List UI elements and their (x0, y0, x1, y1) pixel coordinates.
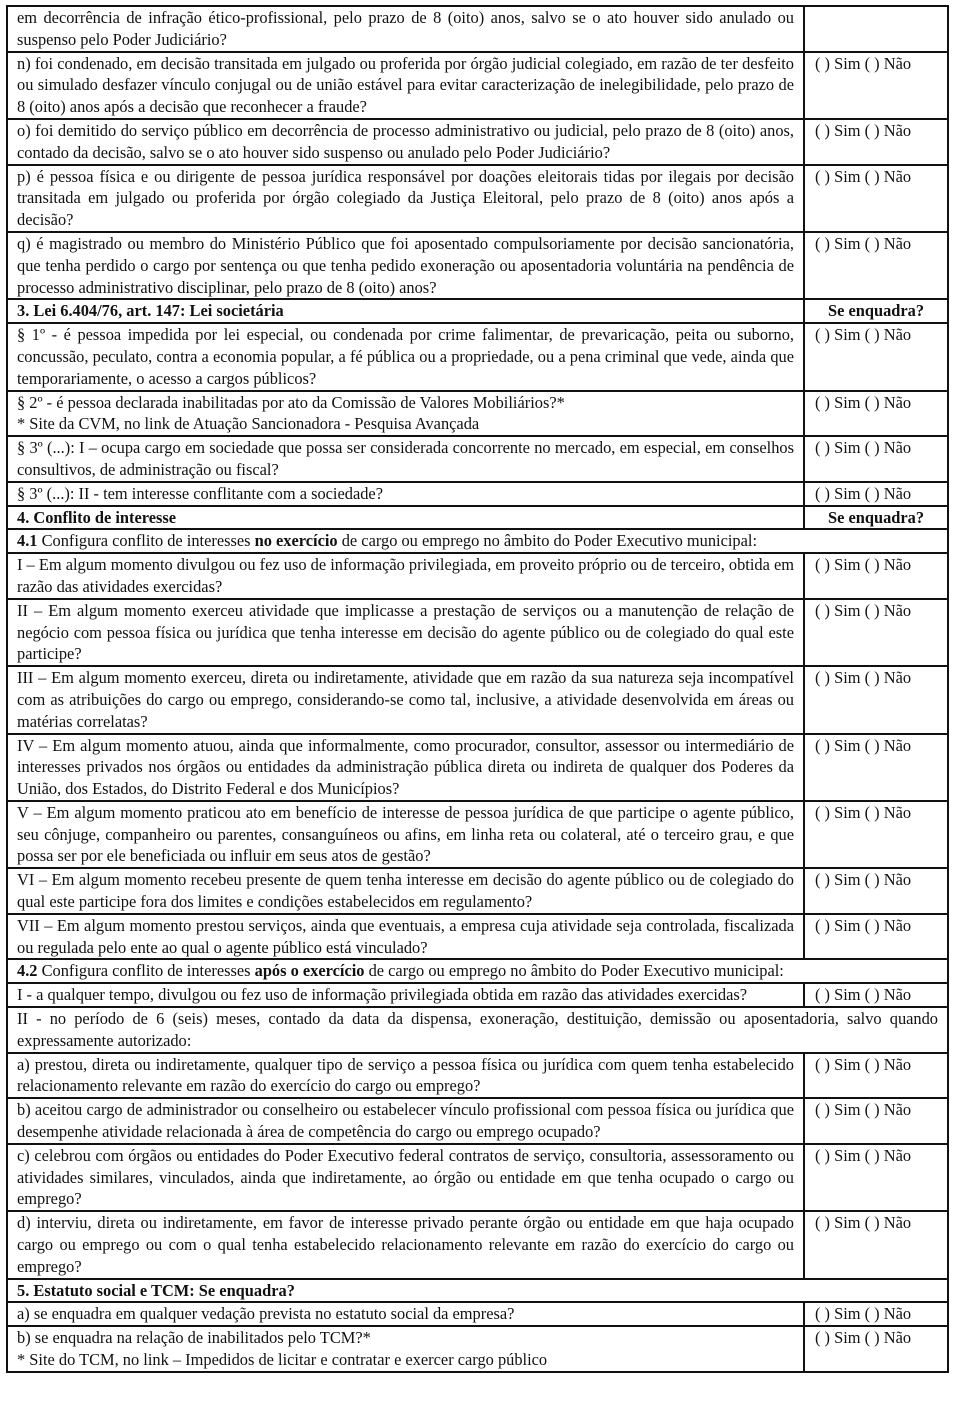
table-row (7, 232, 948, 299)
table-row (7, 6, 948, 52)
subsection-text-pre: Configura conflito de interesses (37, 961, 255, 981)
question-text: p) é pessoa física e ou dirigente de pessoa jurídica responsável por doações eleitorais tidas por ilegais por decisão transitada em julgado ou proferida por órgão colegiado da Justiça Eleitoral, pelo prazo de 8 (oito) anos após a decisão? (7, 165, 804, 232)
subsection-text-post: de cargo ou emprego no âmbito do Poder Executivo municipal: (364, 961, 784, 981)
question-cell (7, 391, 804, 437)
section-4-answer-header: Se enquadra? (804, 506, 948, 530)
table-row (7, 323, 948, 390)
subsection-emphasis: após o exercício (254, 961, 365, 981)
subsection-number: 4.2 (17, 961, 38, 981)
yes-no-options[interactable]: ( ) Sim ( ) Não (804, 553, 948, 599)
question-text: a) se enquadra em qualquer vedação prevista no estatuto social da empresa? (7, 1302, 804, 1326)
table-row (7, 666, 948, 733)
yes-no-options[interactable]: ( ) Sim ( ) Não (804, 914, 948, 960)
table-row (7, 553, 948, 599)
subsection-text-pre: Configura conflito de interesses (37, 531, 255, 551)
subsection-number: 4.1 (17, 531, 38, 551)
question-text: a) prestou, direta ou indiretamente, qualquer tipo de serviço a pessoa física ou jurídica com quem tenha estabelecido relacionamento relevante em razão do exercício do cargo ou emprego? (7, 1053, 804, 1099)
table-row (7, 1326, 948, 1372)
yes-no-options[interactable]: ( ) Sim ( ) Não (804, 1053, 948, 1099)
question-text: em decorrência de infração ético-profissional, pelo prazo de 8 (oito) anos, salvo se o ato houver sido anulado ou suspenso pelo Poder Judiciário? (7, 6, 804, 52)
table-row (7, 1144, 948, 1211)
question-text: IV – Em algum momento atuou, ainda que informalmente, como procurador, consultor, assessor ou intermediário de interesses privados nos órgãos ou entidades da administração pública direta ou indireta de qualquer dos Poderes da União, dos Estados, do Distrito Federal e dos Municípios? (7, 734, 804, 801)
question-text: II – Em algum momento exerceu atividade que implicasse a prestação de serviços ou a manutenção de relação de negócio com pessoa física ou jurídica que tenha interesse em decisão do agente público ou de colegiado do qual este participe? (7, 599, 804, 666)
answer-cell-empty (804, 6, 948, 52)
yes-no-options[interactable]: ( ) Sim ( ) Não (804, 119, 948, 165)
question-text: c) celebrou com órgãos ou entidades do Poder Executivo federal contratos de serviço, consultoria, assessoramento ou atividades similares, vinculados, ainda que indiretamente, ao órgão ou entidade em que tenha ocupado o cargo ou emprego? (7, 1144, 804, 1211)
yes-no-options[interactable]: ( ) Sim ( ) Não (804, 323, 948, 390)
yes-no-options[interactable]: ( ) Sim ( ) Não (804, 232, 948, 299)
question-cell (7, 1326, 804, 1372)
yes-no-options[interactable]: ( ) Sim ( ) Não (804, 1326, 948, 1372)
yes-no-options[interactable]: ( ) Sim ( ) Não (804, 391, 948, 437)
footnote-text: * Site da CVM, no link de Atuação Sancionadora - Pesquisa Avançada (17, 414, 480, 434)
table-row (7, 165, 948, 232)
question-text: o) foi demitido do serviço público em decorrência de processo administrativo ou judicial, pelo prazo de 8 (oito) anos, contado da decisão, salvo se o ato houver sido suspenso ou anulado pelo Poder Judiciário? (7, 119, 804, 165)
section-4-title: 4. Conflito de interesse (7, 506, 804, 530)
question-text: I - a qualquer tempo, divulgou ou fez uso de informação privilegiada obtida em razão das atividades exercidas? (7, 983, 804, 1007)
table-row (7, 734, 948, 801)
section-5-title: 5. Estatuto social e TCM: Se enquadra? (7, 1279, 948, 1303)
subsection-text-post: de cargo ou emprego no âmbito do Poder Executivo municipal: (337, 531, 758, 551)
yes-no-options[interactable]: ( ) Sim ( ) Não (804, 482, 948, 506)
question-text: q) é magistrado ou membro do Ministério Público que foi aposentado compulsoriamente por decisão sancionatória, que tenha perdido o cargo por sentença ou que tenha pedido exoneração ou aposentadoria voluntária na pendência de processo administrativo disciplinar, pelo prazo de 8 (oito) anos? (7, 232, 804, 299)
subsection-emphasis: no exercício (254, 531, 338, 551)
subsection-4-1-heading (7, 529, 948, 553)
yes-no-options[interactable]: ( ) Sim ( ) Não (804, 599, 948, 666)
table-row (7, 119, 948, 165)
yes-no-options[interactable]: ( ) Sim ( ) Não (804, 983, 948, 1007)
question-text: d) interviu, direta ou indiretamente, em favor de interesse privado perante órgão ou entidade em que haja ocupado cargo ou emprego ou com o qual tenha estabelecido relacionamento relevante em razão do exercício do cargo ou emprego? (7, 1211, 804, 1278)
table-row (7, 1053, 948, 1099)
table-row (7, 983, 948, 1007)
subsection-row (7, 959, 948, 983)
table-row (7, 1211, 948, 1278)
question-text: b) se enquadra na relação de inabilitados pelo TCM?* (17, 1328, 371, 1348)
table-row (7, 482, 948, 506)
table-row (7, 914, 948, 960)
section-3-answer-header: Se enquadra? (804, 299, 948, 323)
question-text: V – Em algum momento praticou ato em benefício de interesse de pessoa jurídica de que participe o agente público, seu cônjuge, companheiro ou parentes, consanguíneos ou afins, em linha reta ou colateral, até o terceiro grau, e que possa ser por ele beneficiada ou influir em seus atos de gestão? (7, 801, 804, 868)
yes-no-options[interactable]: ( ) Sim ( ) Não (804, 1302, 948, 1326)
question-text: b) aceitou cargo de administrador ou conselheiro ou estabelecer vínculo profissional com pessoa física ou jurídica que desempenhe atividade relacionada à área de competência do cargo ou emprego ocupado? (7, 1098, 804, 1144)
section-header-row (7, 299, 948, 323)
question-text: § 3º (...): II - tem interesse conflitante com a sociedade? (7, 482, 804, 506)
table-row (7, 436, 948, 482)
yes-no-options[interactable]: ( ) Sim ( ) Não (804, 734, 948, 801)
yes-no-options[interactable]: ( ) Sim ( ) Não (804, 1211, 948, 1278)
yes-no-options[interactable]: ( ) Sim ( ) Não (804, 868, 948, 914)
question-text: § 3º (...): I – ocupa cargo em sociedade que possa ser considerada concorrente no mercado, em especial, em conselhos consultivos, de administração ou fiscal? (7, 436, 804, 482)
section-header-row (7, 1279, 948, 1303)
question-text: III – Em algum momento exerceu, direta ou indiretamente, atividade que em razão da sua natureza seja incompatível com as atribuições do cargo ou emprego, considerando-se como tal, inclusive, a atividade desenvolvida em áreas ou matérias correlatas? (7, 666, 804, 733)
question-text: § 1º - é pessoa impedida por lei especial, ou condenada por crime falimentar, de prevaricação, peita ou suborno, concussão, peculato, contra a economia popular, a fé pública ou a propriedade, ou a pena criminal que vede, ainda que temporariamente, o acesso a cargos públicos? (7, 323, 804, 390)
question-text: § 2º - é pessoa declarada inabilitadas por ato da Comissão de Valores Mobiliários?* (17, 392, 565, 412)
question-text: n) foi condenado, em decisão transitada em julgado ou proferida por órgão judicial colegiado, em razão de ter desfeito ou simulado desfazer vínculo conjugal ou de união estável para evitar caracterização de inelegibilidade, pelo prazo de 8 (oito) anos após a decisão que reconhecer a fraude? (7, 52, 804, 119)
section-header-row (7, 506, 948, 530)
yes-no-options[interactable]: ( ) Sim ( ) Não (804, 1144, 948, 1211)
yes-no-options[interactable]: ( ) Sim ( ) Não (804, 165, 948, 232)
yes-no-options[interactable]: ( ) Sim ( ) Não (804, 666, 948, 733)
subsection-row (7, 529, 948, 553)
question-text: VII – Em algum momento prestou serviços, ainda que eventuais, a empresa cuja atividade seja controlada, fiscalizada ou regulada pelo ente ao qual o agente público está vinculado? (7, 914, 804, 960)
footnote-text: * Site do TCM, no link – Impedidos de licitar e contratar e exercer cargo público (17, 1350, 548, 1370)
question-text: I – Em algum momento divulgou ou fez uso de informação privilegiada, em proveito próprio ou de terceiro, obtida em razão das atividades exercidas? (7, 553, 804, 599)
question-text: VI – Em algum momento recebeu presente de quem tenha interesse em decisão do agente público ou de colegiado do qual este participe fora dos limites e condições estabelecidos em regulamento? (7, 868, 804, 914)
yes-no-options[interactable]: ( ) Sim ( ) Não (804, 436, 948, 482)
yes-no-options[interactable]: ( ) Sim ( ) Não (804, 801, 948, 868)
subsection-4-2-heading (7, 959, 948, 983)
table-row (7, 868, 948, 914)
table-row (7, 599, 948, 666)
item-II-intro: II - no período de 6 (seis) meses, contado da data da dispensa, exoneração, destituição, demissão ou aposentadoria, salvo quando expressamente autorizado: (7, 1007, 948, 1053)
intro-row (7, 1007, 948, 1053)
yes-no-options[interactable]: ( ) Sim ( ) Não (804, 52, 948, 119)
table-row (7, 391, 948, 437)
declaration-form-table (6, 5, 949, 1373)
table-row (7, 52, 948, 119)
table-row (7, 1302, 948, 1326)
yes-no-options[interactable]: ( ) Sim ( ) Não (804, 1098, 948, 1144)
table-row (7, 1098, 948, 1144)
table-row (7, 801, 948, 868)
section-3-title: 3. Lei 6.404/76, art. 147: Lei societária (7, 299, 804, 323)
